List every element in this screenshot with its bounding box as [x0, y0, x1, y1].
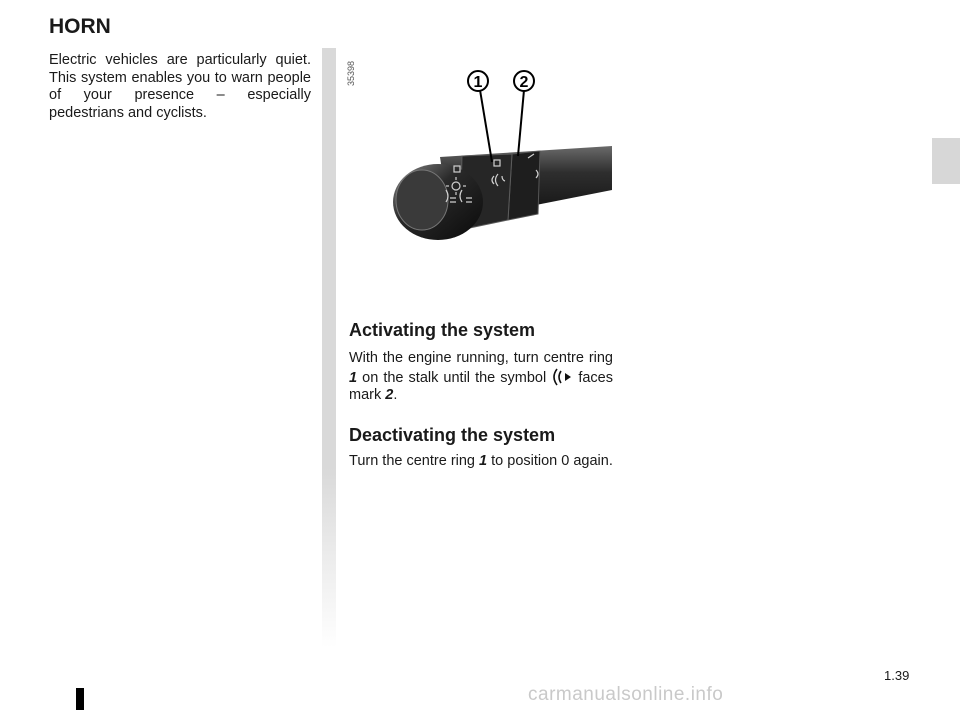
callout-1-line: [480, 90, 492, 162]
footer-watermark: carmanualsonline.info: [528, 684, 724, 705]
mark-number: 2: [385, 387, 394, 403]
deactivating-title: Deactivating the system: [349, 425, 556, 445]
ring-number: 1: [349, 369, 358, 386]
intro-paragraph: Electric vehicles are particularly quiet. This system enables you to warn people of your presence – especially pedestrians and cyclists.: [49, 52, 311, 121]
activating-paragraph: With the engine running, turn centre ring 1 on the stalk until the symbol faces mark 2.: [349, 350, 614, 403]
callout-2-label: 2: [519, 74, 529, 91]
column-divider: [322, 48, 336, 648]
crop-mark: [76, 688, 84, 710]
callout-1-label: 1: [473, 74, 483, 91]
pedestrian-horn-icon: [551, 368, 573, 386]
light-stalk-illustration: [380, 62, 612, 252]
chapter-tab: [932, 138, 960, 184]
callout-2-line: [518, 90, 524, 156]
figure-reference: 35398: [346, 60, 356, 86]
ring-number: 1: [479, 453, 488, 469]
page-number: 1.39: [884, 668, 910, 683]
page-heading: HORN: [49, 15, 111, 38]
deactivating-paragraph: Turn the centre ring 1 to position 0 again.: [349, 453, 613, 469]
stalk-ring-2: [508, 151, 540, 220]
activating-title: Activating the system: [349, 320, 536, 340]
